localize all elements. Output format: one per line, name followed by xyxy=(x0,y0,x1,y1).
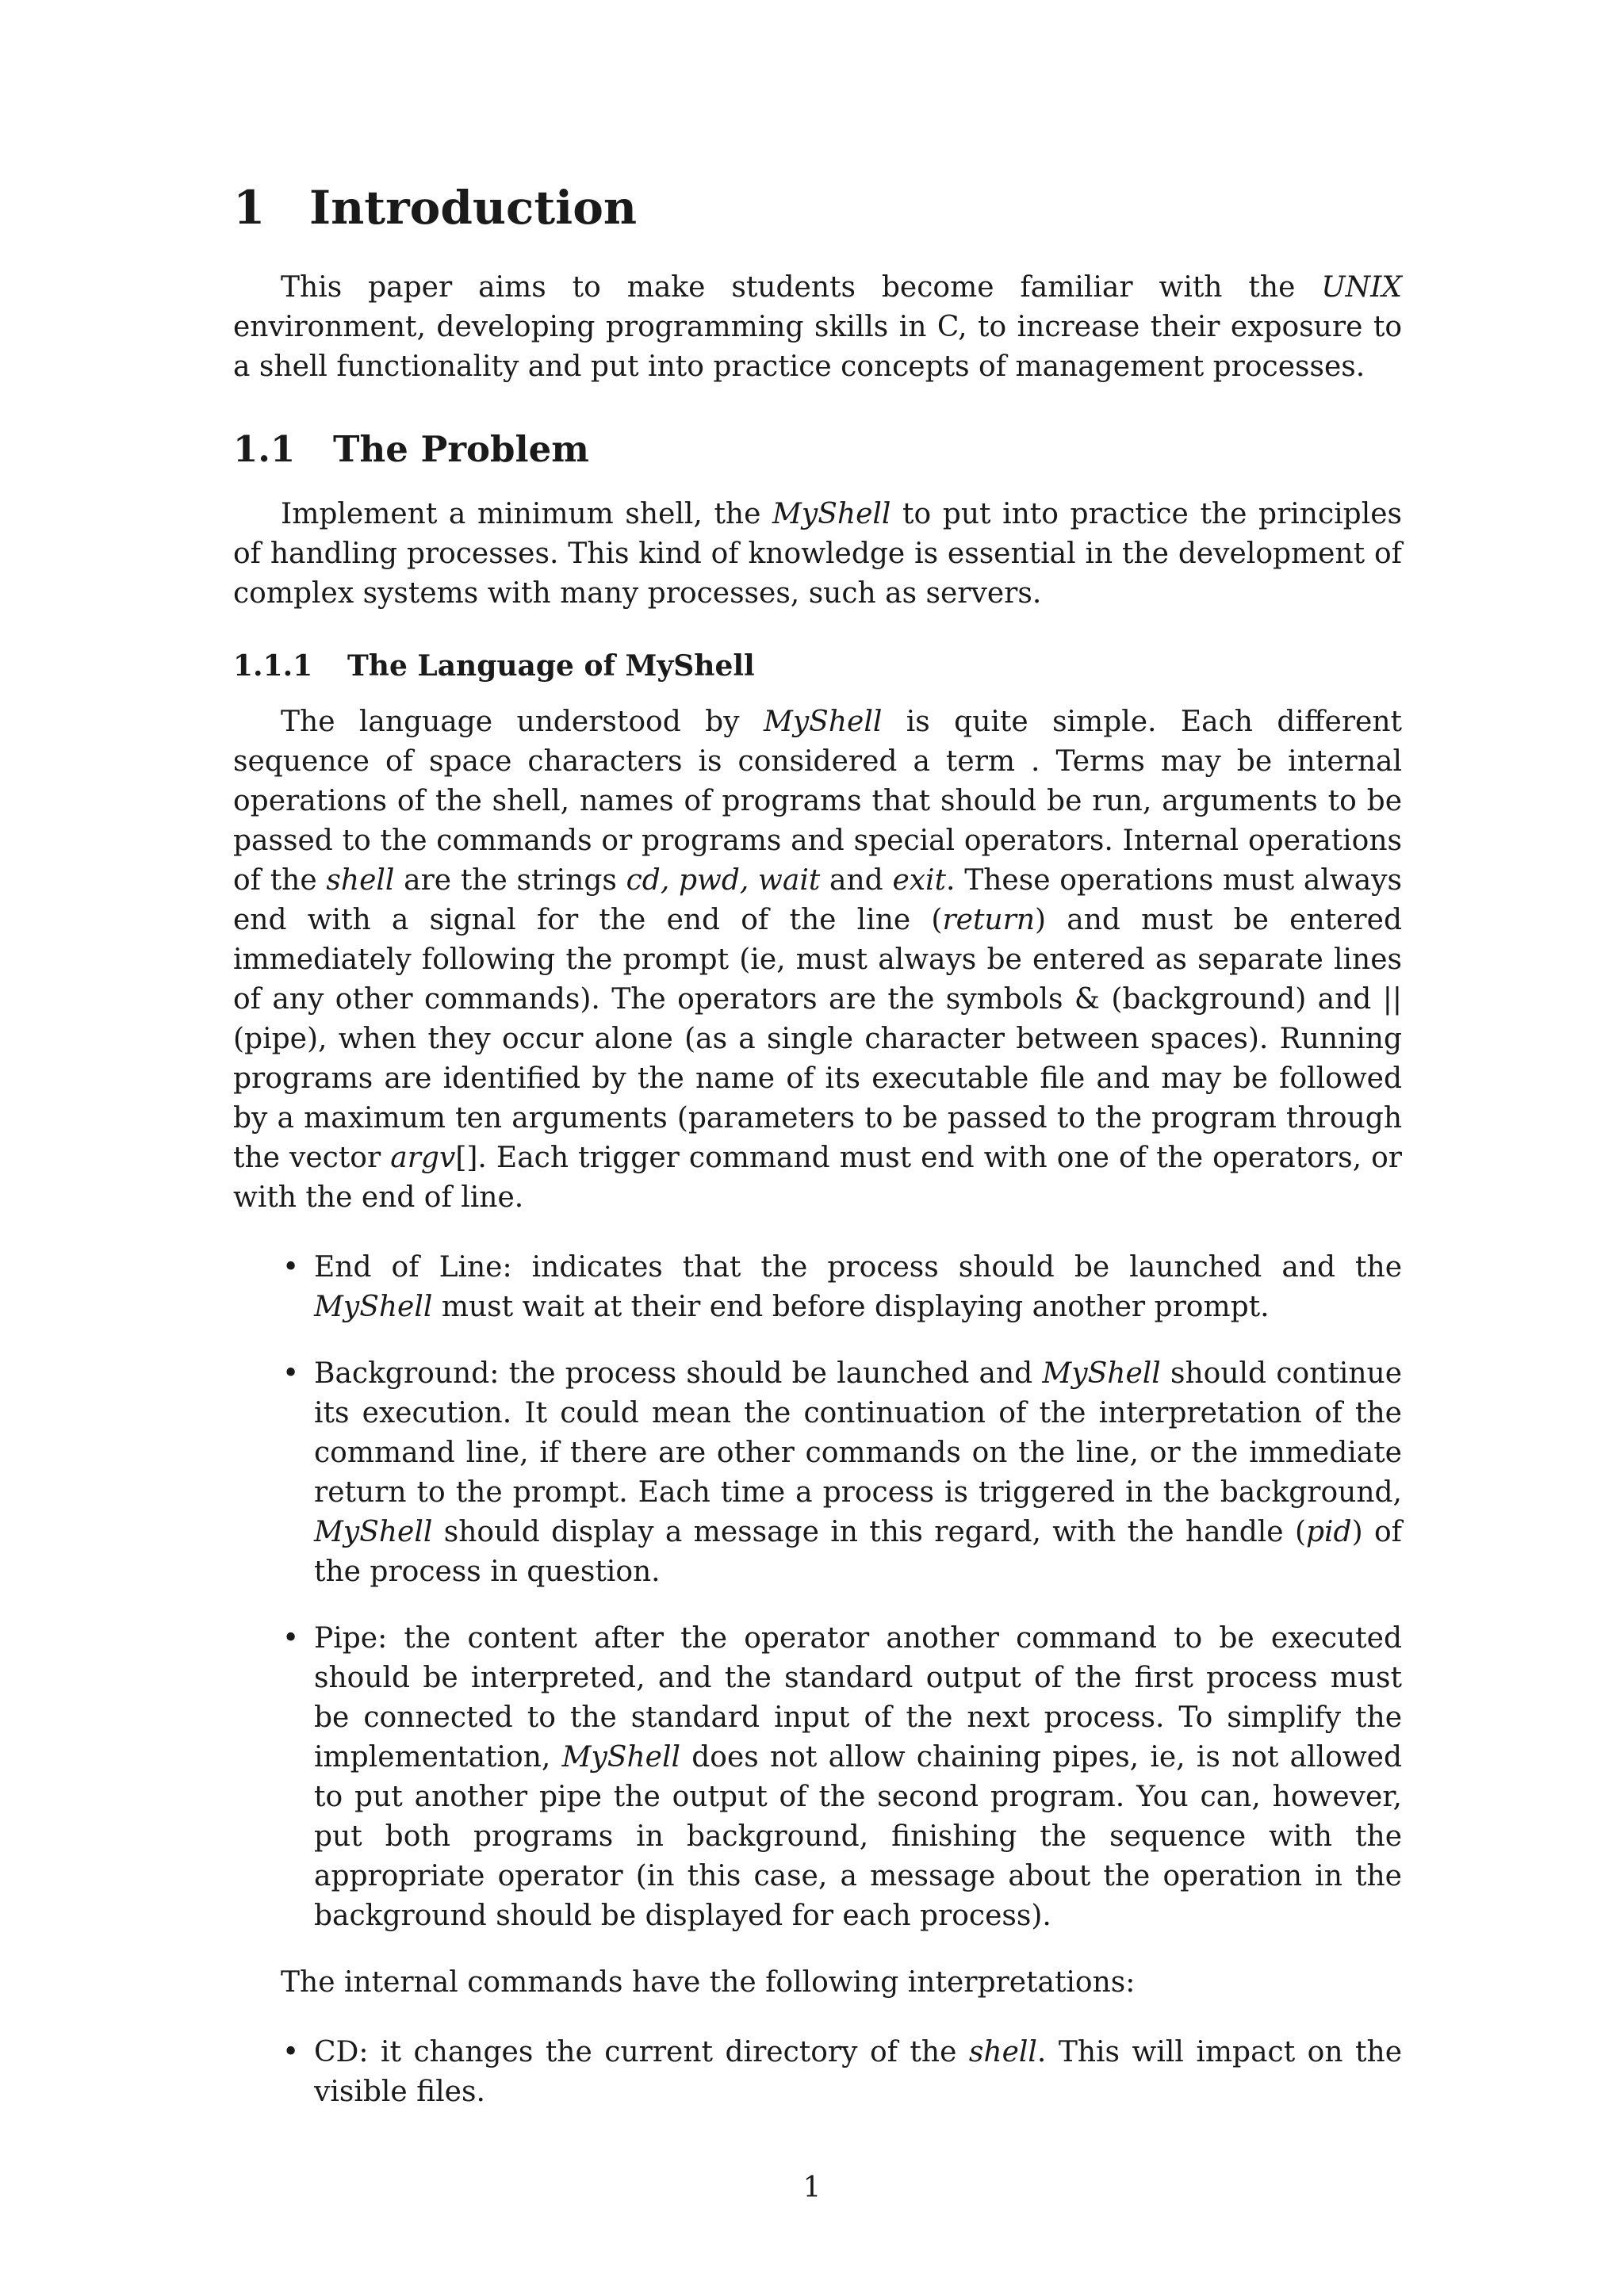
section-title: The Language of MyShell xyxy=(347,649,755,683)
section-title: The Problem xyxy=(333,428,589,470)
list-item-cd: • CD: it changes the current directory of the shell. This will impact on the visible files. xyxy=(233,2033,1402,2112)
page-number: 1 xyxy=(802,2172,822,2204)
bullet-icon: • xyxy=(282,1357,300,1390)
language-paragraph: The language understood by MyShell is quite simple. Each different sequence of space characters is considered a term . Terms may be internal operations of the shell, names of programs that should be run, arguments to be passed to the commands or programs and special operators. Internal operations of the shell are the strings cd, pwd, wait and exit. These operations must always end with a signal for the end of the line (return) and must be entered immediately following the prompt (ie, must always be entered as separate lines of any other commands). The operators are the symbols & (background) and || (pipe), when they occur alone (as a single character between spaces). Running programs are identified by the name of its executable file and may be followed by a maximum ten arguments (parameters to be passed to the program through the vector argv[]. Each trigger command must end with one of the operators, or with the end of line. xyxy=(233,706,1403,1214)
section-number: 1.1.1 xyxy=(233,649,313,683)
section-heading-the-problem xyxy=(233,427,1402,473)
internal-commands-list xyxy=(233,2033,1402,2112)
bullet-icon: • xyxy=(282,2036,300,2068)
bullet-icon: • xyxy=(282,1622,300,1655)
operators-list xyxy=(233,1248,1402,1936)
section-title: Introduction xyxy=(309,181,638,235)
list-item-end-of-line: • End of Line: indicates that the process should be launched and the MyShell must wait at their end before displaying another prompt. xyxy=(233,1248,1402,1327)
list-item-background: • Background: the process should be launched and MyShell should continue its execution. It could mean the continuation of the interpretation of the command line, if there are other commands on the line, or the immediate return to the prompt. Each time a process is triggered in the background, MyShell should display a message in this regard, with the handle (pid) of the process in question. xyxy=(233,1354,1402,1592)
section-number: 1 xyxy=(233,181,266,235)
intro-paragraph: This paper aims to make students become familiar with the UNIX environment, developing programming skills in C, to increase their exposure to a shell functionality and put into practice concepts of management processes. xyxy=(233,271,1402,383)
internal-commands-intro: The internal commands have the following interpretations: xyxy=(281,1966,1136,1999)
bullet-icon: • xyxy=(282,1251,300,1284)
section-number: 1.1 xyxy=(233,428,296,470)
document-page xyxy=(233,179,1402,2139)
list-item-pipe: • Pipe: the content after the operator another command to be executed should be interpreted, and the standard output of the first process must be connected to the standard input of the next process. To simplify the implementation, MyShell does not allow chaining pipes, ie, is not allowed to put another pipe the output of the second program. You can, however, put both programs in background, finishing the sequence with the appropriate operator (in this case, a message about the operation in the background should be displayed for each process). xyxy=(233,1619,1402,1936)
problem-paragraph: Implement a minimum shell, the MyShell to put into practice the principles of handling processes. This kind of knowledge is essential in the development of complex systems with many processes, such as servers. xyxy=(233,498,1402,610)
section-heading-introduction xyxy=(233,179,1402,236)
section-heading-language xyxy=(233,647,1402,685)
